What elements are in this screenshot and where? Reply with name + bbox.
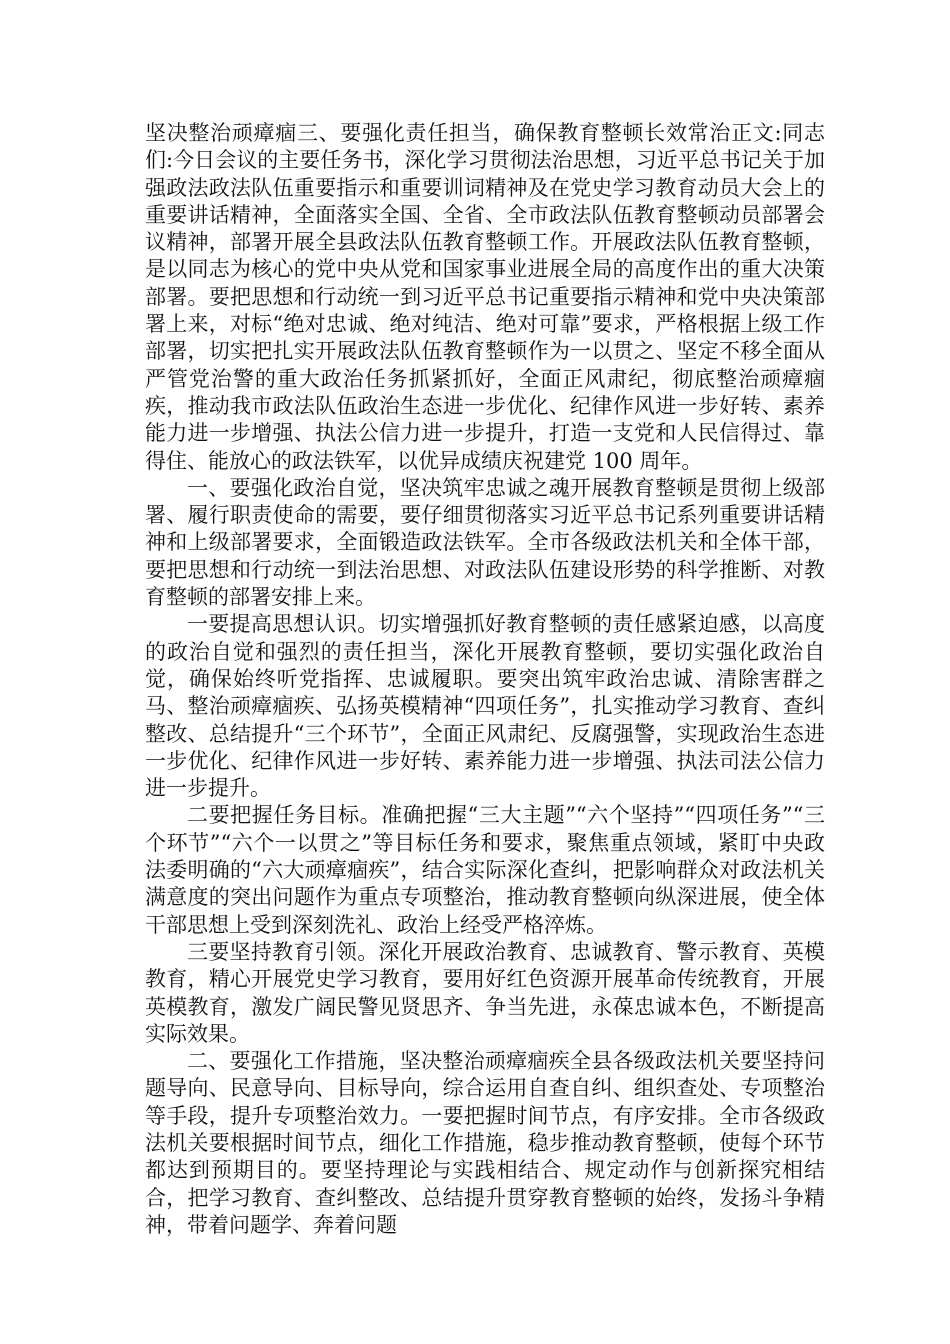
paragraph-point-one: 一要提高思想认识。切实增强抓好教育整顿的责任感紧迫感，以高度的政治自觉和强烈的责任担当，深化开展教育整顿，要切实强化政治自觉，确保始终听党指挥、忠诚履职。要突出筑牢政治忠诚、清除害群之马、整治顽瘴痼疾、弘扬英模精神“四项任务”，扎实推动学习教育、查纠整改、总结提升“三个环节”，全面正风肃纪、反腐强警，实现政治生态进一步优化、纪律作风进一步好转、素养能力进一步增强、执法司法公信力进一步提升。 [145,612,825,801]
paragraph-intro: 坚决整治顽瘴痼三、要强化责任担当，确保教育整顿长效常治正文:同志们:今日会议的主要任务书，深化学习贯彻法治思想，习近平总书记关于加强政法政法队伍重要指示和重要训词精神及在党史学习教育动员大会上的重要讲话精神，全面落实全国、全省、全市政法队伍教育整顿动员部署会议精神，部署开展全县政法队伍教育整顿工作。开展政法队伍教育整顿，是以同志为核心的党中央从党和国家事业进展全局的高度作出的重大决策部署。要把思想和行动统一到习近平总书记重要指示精神和党中央决策部署上来，对标“绝对忠诚、绝对纯洁、绝对可靠”要求，严格根据上级工作部署，切实把扎实开展政法队伍教育整顿作为一以贯之、坚定不移全面从严管党治警的重大政治任务抓紧抓好，全面正风肃纪，彻底整治顽瘴痼疾，推动我市政法队伍政治生态进一步优化、纪律作风进一步好转、素养能力进一步增强、执法公信力进一步提升，打造一支党和人民信得过、靠得住、能放心的政法铁军，以优异成绩庆祝建党 100 周年。 [145,121,825,473]
paragraph-section-two: 二、要强化工作措施，坚决整治顽瘴痼疾全县各级政法机关要坚持问题导向、民意导向、目标导向，综合运用自查自纠、组织查处、专项整治等手段，提升专项整治效力。一要把握时间节点，有序安排。全市各级政法机关要根据时间节点，细化工作措施，稳步推动教育整顿，使每个环节都达到预期目的。要坚持理论与实践相结合、规定动作与创新探究相结合，把学习教育、查纠整改、总结提升贯穿教育整顿的始终，发扬斗争精神，带着问题学、奔着问题 [145,1049,825,1237]
paragraph-section-one: 一、要强化政治自觉，坚决筑牢忠诚之魂开展教育整顿是贯彻上级部署、履行职责使命的需要，要仔细贯彻落实习近平总书记系列重要讲话精神和上级部署要求，全面锻造政法铁军。全市各级政法机关和全体干部，要把思想和行动统一到法治思想、对政法队伍建设形势的科学推断、对教育整顿的部署安排上来。 [145,475,825,610]
paragraph-point-two: 二要把握任务目标。准确把握“三大主题”“六个坚持”“四项任务”“三个环节”“六个一以贯之”等目标任务和要求，聚焦重点领域，紧盯中央政法委明确的“六大顽瘴痼疾”，结合实际深化查纠，把影响群众对政法机关满意度的突出问题作为重点专项整治，推动教育整顿向纵深进展，使全体干部思想上受到深刻洗礼、政治上经受严格淬炼。 [145,803,825,937]
paragraph-point-three: 三要坚持教育引领。深化开展政治教育、忠诚教育、警示教育、英模教育，精心开展党史学习教育，要用好红色资源开展革命传统教育，开展英模教育，激发广阔民警见贤思齐、争当先进，永葆忠诚本色，不断提高实际效果。 [145,939,825,1046]
document-body [145,120,825,1239]
